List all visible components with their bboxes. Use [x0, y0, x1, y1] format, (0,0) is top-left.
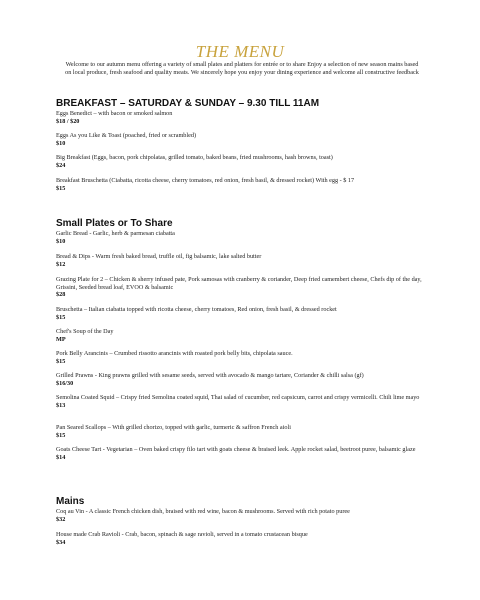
item-price: $13 [56, 401, 66, 409]
menu-item [56, 328, 431, 343]
item-price: $16/30 [56, 379, 74, 387]
mains-heading: Mains [56, 496, 85, 507]
item-description: Coq au Vin - A classic French chicken dish, braised with red wine, bacon & mushrooms. Served with rich potato puree [56, 508, 350, 515]
item-description: Chef's Soup of the Day [56, 328, 114, 335]
menu-item [56, 394, 431, 409]
item-description: Big Breakfast (Eggs, bacon, pork chipolatas, grilled tomato, baked beans, fried mushrooms, hash browns, toast) [56, 154, 333, 161]
menu-item [56, 446, 431, 461]
menu-item [56, 110, 431, 125]
menu-item [56, 306, 431, 321]
menu-title: THE MENU [195, 42, 285, 61]
item-description: Bread & Dips - Warm fresh baked bread, truffle oil, fig balsamic, lake salted butter [56, 253, 262, 260]
menu-item [56, 253, 431, 268]
item-description: Goats Cheese Tart - Vegetarian – Oven baked crispy filo tart with goats cheese & braised leek. Apple rocket salad, beetroot puree, balsamic glaze [56, 446, 416, 453]
item-description: Eggs As you Like & Toast (poached, fried or scrambled) [56, 132, 197, 139]
item-price: $34 [56, 538, 66, 546]
item-price: $10 [56, 139, 66, 147]
item-price: $24 [56, 161, 66, 169]
menu-intro: Welcome to our autumn menu offering a variety of small plates and platters for entrée or to share Enjoy a selection of new season mains based on local produce, fresh seafood and quality meats. We sincerely hope you enjoy your dining experience and welcome all constructive feedback [65, 61, 419, 76]
menu-item [56, 154, 431, 169]
item-description: Breakfast Bruschetta (Ciabatta, ricotta cheese, cherry tomatoes, red onion, fresh basil, & dressed rocket) With egg - $ 17 [56, 177, 355, 184]
item-description: Grilled Prawns - King prawns grilled with sesame seeds, served with avocado & mango tartare, Coriander & chilli salsa (gf) [56, 372, 364, 379]
menu-item [56, 531, 431, 546]
item-price: $15 [56, 313, 66, 321]
item-price: $15 [56, 357, 66, 365]
item-description: Eggs Benedict – with bacon or smoked salmon [56, 110, 173, 117]
item-price: $32 [56, 515, 66, 523]
item-description: Grazing Plate for 2 – Chicken & sherry infused pate, Pork samosas with cranberry & coriander, Deep fried camembert cheese, Chefs dip of the day, Grissini, Seeded bread loaf, EVOO & balsamic [56, 276, 422, 291]
item-description: House made Crab Ravioli - Crab, bacon, spinach & sage ravioli, served in a tomato crustacean bisque [56, 531, 308, 538]
menu-item [56, 276, 431, 299]
menu-item [56, 424, 431, 439]
breakfast-heading: BREAKFAST – SATURDAY & SUNDAY – 9.30 TILL 11AM [56, 98, 320, 109]
item-price: $10 [56, 237, 66, 245]
menu-item [56, 508, 431, 523]
item-price: $14 [56, 453, 66, 461]
item-price: $18 / $20 [56, 117, 80, 125]
menu-item [56, 350, 431, 365]
item-price: MP [56, 335, 66, 343]
menu-item [56, 177, 431, 192]
item-description: Pork Belly Arancinis – Crumbed rissotto arancinis with roasted pork belly bits, chipolata sauce. [56, 350, 293, 357]
item-price: $12 [56, 260, 66, 268]
item-description: Semolina Coated Squid – Crispy fried Semolina coated squid, Thai salad of cucumber, red capsicum, carrot and crispy vermicelli. Chili lime mayo [56, 394, 420, 401]
item-price: $15 [56, 184, 66, 192]
menu-item [56, 132, 431, 147]
item-description: Bruschetta – Italian ciabatta topped with ricotta cheese, cherry tomatoes, Red onion, fresh basil, & dressed rocket [56, 306, 337, 313]
item-description: Garlic Bread - Garlic, herb & parmesan ciabatta [56, 230, 175, 237]
menu-item [56, 230, 431, 245]
menu-item [56, 372, 431, 387]
small-plates-heading: Small Plates or To Share [56, 218, 173, 229]
item-description: Pan Seared Scallops – With grilled chorizo, topped with garlic, turmeric & saffron French aioli [56, 424, 291, 431]
item-price: $28 [56, 291, 66, 299]
item-price: $15 [56, 431, 66, 439]
